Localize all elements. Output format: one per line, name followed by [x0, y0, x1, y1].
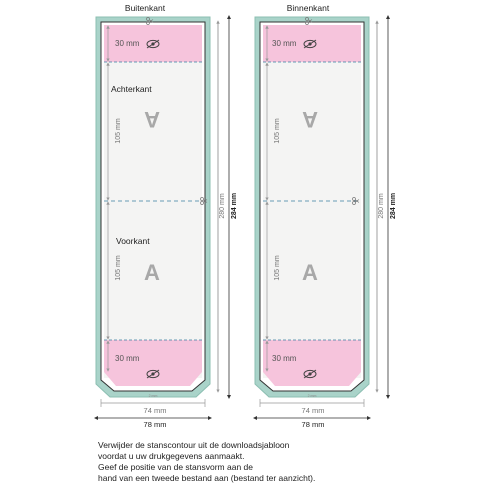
bottom-safe-zone: [263, 340, 361, 386]
upper-height-label: 105 mm: [274, 118, 281, 144]
inner-height-label: 280 mm: [219, 193, 226, 219]
lower-section-label: Voorkant: [116, 236, 150, 246]
top-zone-label: 30 mm: [272, 39, 297, 48]
instruction-line: Geef de positie van de stansvorm aan de: [98, 462, 253, 472]
bottom-zone-label: 30 mm: [272, 354, 297, 363]
bottom-safe-zone: [104, 340, 202, 386]
lower-letter: A: [302, 260, 318, 285]
print-area: [104, 25, 202, 378]
lower-height-label: 105 mm: [115, 255, 122, 281]
inner-width-label: 74 mm: [301, 406, 325, 415]
instruction-line: Verwijder de stanscontour uit de downloadsjabloon: [98, 440, 290, 450]
outer-height-label: 284 mm: [390, 192, 397, 220]
instruction-line: voordat u uw drukgegevens aanmaakt.: [98, 451, 245, 461]
upper-height-label: 105 mm: [115, 118, 122, 144]
lower-height-label: 105 mm: [274, 255, 281, 281]
bottom-zone-label: 30 mm: [115, 354, 140, 363]
panel-binnenkant: [255, 3, 397, 429]
upper-letter: A: [144, 107, 160, 132]
upper-letter: A: [302, 107, 318, 132]
lower-letter: A: [144, 260, 160, 285]
tab-label: 2 mm: [148, 394, 158, 398]
panel-title: Binnenkant: [286, 3, 330, 13]
panel-title: Buitenkant: [124, 3, 166, 13]
instructions: [98, 440, 315, 483]
outer-height-label: 284 mm: [231, 192, 238, 220]
tab-label: 2 mm: [307, 394, 317, 398]
outer-width-label: 78 mm: [301, 420, 325, 429]
inner-height-label: 280 mm: [378, 193, 385, 219]
top-zone-label: 30 mm: [115, 39, 140, 48]
instruction-line: hand van een tweede bestand aan (bestand ter aanzicht).: [98, 473, 316, 483]
inner-width-label: 74 mm: [143, 406, 167, 415]
print-area: [263, 25, 361, 378]
upper-section-label: Achterkant: [111, 84, 152, 94]
panel-buitenkant: [96, 3, 238, 429]
outer-width-label: 78 mm: [143, 420, 167, 429]
